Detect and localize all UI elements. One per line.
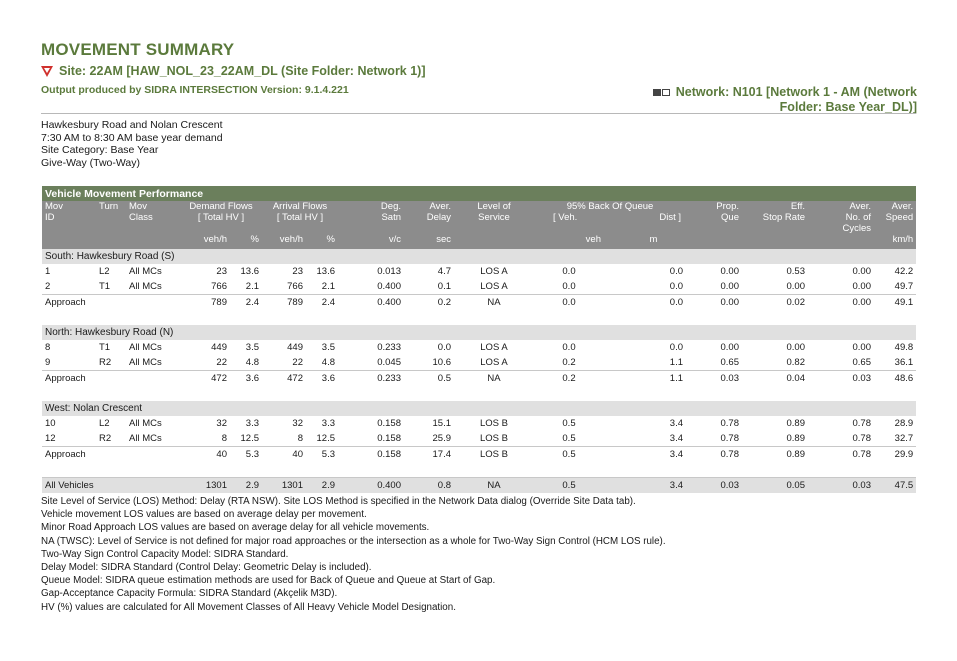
table-cell: 472 [262, 371, 306, 387]
table-cell: LOS A [480, 342, 508, 353]
table-cell: 472 [180, 371, 230, 387]
table-row [42, 355, 916, 371]
table-cell: 0.0 [669, 342, 683, 353]
table-cell: 2.9 [306, 478, 338, 494]
table-cell: 10 [45, 418, 56, 429]
table-cell: 0.0 [437, 342, 451, 353]
table-cell: 0.2 [404, 295, 454, 311]
table-cell: 2 [45, 281, 51, 292]
table-cell: LOS A [480, 281, 508, 292]
note-line: Delay Model: SIDRA Standard (Control Delay: Geometric Delay is included). [41, 562, 372, 574]
table-cell: 3.5 [245, 342, 259, 353]
table-cell: L2 [99, 418, 110, 429]
table-cell: 0.03 [686, 371, 742, 387]
spacer-row [42, 462, 916, 478]
notes [41, 495, 666, 614]
table-cell: 0.158 [377, 418, 401, 429]
table-cell: 0.00 [686, 295, 742, 311]
table-cell: 0.04 [742, 371, 808, 387]
table-cell: 0.00 [720, 342, 739, 353]
header-divider [41, 113, 916, 114]
table-cell: 3.6 [306, 371, 338, 387]
give-way-triangle-icon [41, 66, 53, 77]
table-cell: All MCs [129, 357, 162, 368]
table-cell: 0.65 [720, 357, 739, 368]
network-label [637, 85, 917, 115]
approach-group-name: West: Nolan Crescent [42, 401, 916, 416]
table-cell: 22 [216, 357, 227, 368]
table-cell: 789 [262, 295, 306, 311]
note-line: Vehicle movement LOS values are based on average delay per movement. [41, 509, 367, 521]
table-cell: All MCs [129, 342, 162, 353]
table-cell: 32 [216, 418, 227, 429]
header-aver-delay: Aver. Delay [404, 201, 454, 234]
header-demand-flows: Demand Flows [ Total HV ] [180, 201, 262, 234]
table-banner: Vehicle Movement Performance [42, 186, 916, 201]
table-cell: 32.7 [894, 433, 914, 444]
table-cell: 0.00 [852, 266, 871, 277]
table-cell: 3.6 [230, 371, 262, 387]
table-cell: 3.3 [321, 418, 335, 429]
table-cell: 8 [297, 433, 303, 444]
table-cell: 789 [180, 295, 230, 311]
network-line-2: Folder: Base Year_DL)] [779, 100, 917, 115]
table-cell: 23 [216, 266, 227, 277]
table-cell: 2.4 [230, 295, 262, 311]
table-cell: 0.0 [669, 281, 683, 292]
table-cell: All MCs [129, 433, 162, 444]
table-cell: 0.78 [720, 433, 739, 444]
table-row [42, 279, 916, 295]
table-cell: 5.3 [230, 447, 262, 463]
table-cell: 12 [45, 433, 56, 444]
table-cell: 48.6 [874, 371, 916, 387]
site-line [41, 64, 426, 78]
table-cell: All MCs [129, 281, 162, 292]
note-line: Site Level of Service (LOS) Method: Delay (RTA NSW). Site LOS Method is specified in the Network Data dialog (Override Site Data tab). [41, 496, 636, 507]
table-row [42, 340, 916, 355]
units-row: veh/h % veh/h % v/c sec veh m km/h [42, 234, 916, 249]
header-back-of-queue: 95% Back Of Queue [ Veh. Dist ] [534, 201, 686, 234]
table-cell: 0.0 [562, 266, 576, 277]
description-line: Give-Way (Two-Way) [41, 156, 140, 169]
table-cell: 449 [211, 342, 227, 353]
description-line: 7:30 AM to 8:30 AM base year demand [41, 131, 223, 144]
table-cell: T1 [99, 281, 111, 292]
note-line: Queue Model: SIDRA queue estimation methods are used for Back of Queue and Queue at Start of Gap. [41, 575, 496, 587]
approach-label: Approach [42, 447, 180, 463]
table-cell: 0.158 [377, 433, 401, 444]
note-line: NA (TWSC): Level of Service is not defined for major road approaches or the intersection as a whole for Two-Way Sign Control (HCM LOS rule). [41, 535, 666, 547]
network-line-1: Network: N101 [Network 1 - AM (Network [675, 85, 917, 99]
table-cell: 766 [211, 281, 227, 292]
table-cell: R2 [99, 357, 112, 368]
all-vehicles-row [42, 478, 916, 494]
header-mov-id: Mov ID [42, 201, 96, 234]
table-cell: 0.00 [786, 342, 805, 353]
table-cell: 13.6 [240, 266, 259, 277]
table-cell: 28.9 [894, 418, 914, 429]
table-cell: 4.8 [245, 357, 259, 368]
output-produced-by: Output produced by SIDRA INTERSECTION Version: 9.1.4.221 [41, 84, 349, 96]
table-cell: 0.0 [534, 295, 604, 311]
table-cell: 3.5 [321, 342, 335, 353]
spacer-row [42, 386, 916, 401]
table-cell: 32 [292, 418, 303, 429]
table-cell: T1 [99, 342, 111, 353]
table-cell: 0.5 [562, 418, 576, 429]
table-cell: 49.1 [874, 295, 916, 311]
table-cell: 0.1 [437, 281, 451, 292]
table-cell: LOS B [454, 447, 534, 463]
table-cell: 1301 [180, 478, 230, 494]
header-turn: Turn [96, 201, 126, 234]
table-cell: 0.400 [377, 281, 401, 292]
approach-group-name: North: Hawkesbury Road (N) [42, 325, 916, 340]
approach-group-name: South: Hawkesbury Road (S) [42, 249, 916, 264]
table-cell: 0.0 [669, 266, 683, 277]
table-cell: R2 [99, 433, 112, 444]
note-line: Gap-Acceptance Capacity Formula: SIDRA Standard (Akçelik M3D). [41, 588, 338, 600]
table-cell: 3.4 [669, 418, 683, 429]
header-eff-stop-rate: Eff. Stop Rate [742, 201, 808, 234]
note-line: Minor Road Approach LOS values are based on average delay for all vehicle movements. [41, 522, 430, 534]
table-cell: 25.9 [432, 433, 451, 444]
approach-label: Approach [42, 371, 180, 387]
table-cell: 0.05 [742, 478, 808, 494]
table-cell: 29.9 [874, 447, 916, 463]
table-cell: 0.00 [852, 281, 871, 292]
table-cell: 0.02 [742, 295, 808, 311]
table-cell: 0.0 [604, 295, 686, 311]
table-row [42, 431, 916, 447]
table-cell: 3.4 [604, 478, 686, 494]
table-cell: 1.1 [604, 371, 686, 387]
table-cell: 0.78 [808, 447, 874, 463]
table-cell: 3.4 [669, 433, 683, 444]
table-cell: 449 [287, 342, 303, 353]
table-cell: 1 [45, 266, 51, 277]
table-cell: 0.65 [852, 357, 871, 368]
table-cell: 0.5 [534, 478, 604, 494]
table-cell: 1.1 [669, 357, 683, 368]
table-cell: 0.400 [338, 478, 404, 494]
table-cell: 0.89 [786, 418, 805, 429]
table-cell: 2.1 [321, 281, 335, 292]
table-cell: 5.3 [306, 447, 338, 463]
note-line: HV (%) values are calculated for All Movement Classes of All Heavy Vehicle Model Designation. [41, 601, 456, 613]
note-line: Two-Way Sign Control Capacity Model: SIDRA Standard. [41, 548, 289, 560]
table-cell: 0.233 [338, 371, 404, 387]
table-cell: 22 [292, 357, 303, 368]
description-line: Site Category: Base Year [41, 144, 159, 157]
spacer-row [42, 310, 916, 325]
approach-row [42, 295, 916, 311]
table-cell: 2.4 [306, 295, 338, 311]
table-cell: 4.8 [321, 357, 335, 368]
table-row [42, 416, 916, 431]
table-cell: 0.78 [852, 418, 871, 429]
table-cell: 0.03 [808, 478, 874, 494]
network-link-icon [653, 85, 671, 100]
header-level-of-service: Level of Service [454, 201, 534, 234]
site-description [41, 119, 223, 169]
all-vehicles-label: All Vehicles [42, 478, 180, 494]
table-cell: 0.400 [338, 295, 404, 311]
table-row [42, 264, 916, 279]
table-cell: 49.7 [894, 281, 914, 292]
table-cell: 0.78 [720, 418, 739, 429]
table-cell: 0.82 [786, 357, 805, 368]
table-cell: 4.7 [437, 266, 451, 277]
table-cell: 0.03 [686, 478, 742, 494]
header-aver-cycles: Aver. No. of Cycles [808, 201, 874, 234]
table-cell: 2.1 [245, 281, 259, 292]
table-cell: 0.00 [720, 281, 739, 292]
table-cell: 12.5 [240, 433, 259, 444]
table-cell: 0.2 [562, 357, 576, 368]
table-cell: 0.5 [562, 433, 576, 444]
approach-row [42, 371, 916, 387]
table-cell: 3.4 [604, 447, 686, 463]
table-cell: 23 [292, 266, 303, 277]
approach-group-header [42, 325, 916, 340]
table-cell: NA [454, 295, 534, 311]
table-cell: 8 [45, 342, 51, 353]
table-cell: 40 [180, 447, 230, 463]
table-cell: 12.5 [316, 433, 335, 444]
table-cell: All MCs [129, 418, 162, 429]
table-cell: 40 [262, 447, 306, 463]
table-cell: 8 [221, 433, 227, 444]
approach-group-header [42, 249, 916, 264]
table-cell: L2 [99, 266, 110, 277]
table-cell: 766 [287, 281, 303, 292]
table-cell: 15.1 [432, 418, 451, 429]
table-cell: All MCs [129, 266, 162, 277]
table-cell: 1301 [262, 478, 306, 494]
table-cell: 0.78 [852, 433, 871, 444]
table-cell: 0.89 [786, 433, 805, 444]
table-cell: 0.53 [786, 266, 805, 277]
table-cell: 0.00 [808, 295, 874, 311]
page-title: MOVEMENT SUMMARY [41, 40, 235, 59]
table-cell: 0.5 [534, 447, 604, 463]
approach-label: Approach [42, 295, 180, 311]
table-cell: 2.9 [230, 478, 262, 494]
header-aver-speed: Aver. Speed [874, 201, 916, 234]
header-arrival-flows: Arrival Flows [ Total HV ] [262, 201, 338, 234]
header-deg-satn: Deg. Satn [338, 201, 404, 234]
table-cell: 0.5 [404, 371, 454, 387]
table-cell: 0.89 [742, 447, 808, 463]
table-cell: NA [454, 371, 534, 387]
header-mov-class: Mov Class [126, 201, 180, 234]
table-cell: 10.6 [432, 357, 451, 368]
approach-group-header [42, 401, 916, 416]
table-cell: LOS B [480, 418, 508, 429]
description-line: Hawkesbury Road and Nolan Crescent [41, 119, 223, 131]
site-label: Site: 22AM [HAW_NOL_23_22AM_DL (Site Folder: Network 1)] [59, 64, 426, 78]
approach-row [42, 447, 916, 463]
table-cell: 0.78 [686, 447, 742, 463]
table-cell: 17.4 [404, 447, 454, 463]
table-cell: 13.6 [316, 266, 335, 277]
table-cell: 49.8 [894, 342, 914, 353]
table-cell: 47.5 [874, 478, 916, 494]
table-cell: 0.00 [786, 281, 805, 292]
table-cell: 3.3 [245, 418, 259, 429]
table-cell: 0.03 [808, 371, 874, 387]
table-cell: 0.00 [720, 266, 739, 277]
table-cell: LOS A [480, 357, 508, 368]
table-cell: 0.013 [377, 266, 401, 277]
table-cell: 0.8 [404, 478, 454, 494]
table-cell: 0.0 [562, 342, 576, 353]
table-cell: 9 [45, 357, 51, 368]
table-cell: LOS B [480, 433, 508, 444]
movement-table [42, 186, 916, 493]
header-prop-que: Prop. Que [686, 201, 742, 234]
table-cell: 0.045 [377, 357, 401, 368]
table-cell: 0.00 [852, 342, 871, 353]
table-cell: 36.1 [894, 357, 914, 368]
table-cell: LOS A [480, 266, 508, 277]
table-cell: 0.233 [377, 342, 401, 353]
table-cell: NA [454, 478, 534, 494]
table-cell: 0.158 [338, 447, 404, 463]
table-cell: 42.2 [894, 266, 914, 277]
table-cell: 0.2 [534, 371, 604, 387]
table-cell: 0.0 [562, 281, 576, 292]
